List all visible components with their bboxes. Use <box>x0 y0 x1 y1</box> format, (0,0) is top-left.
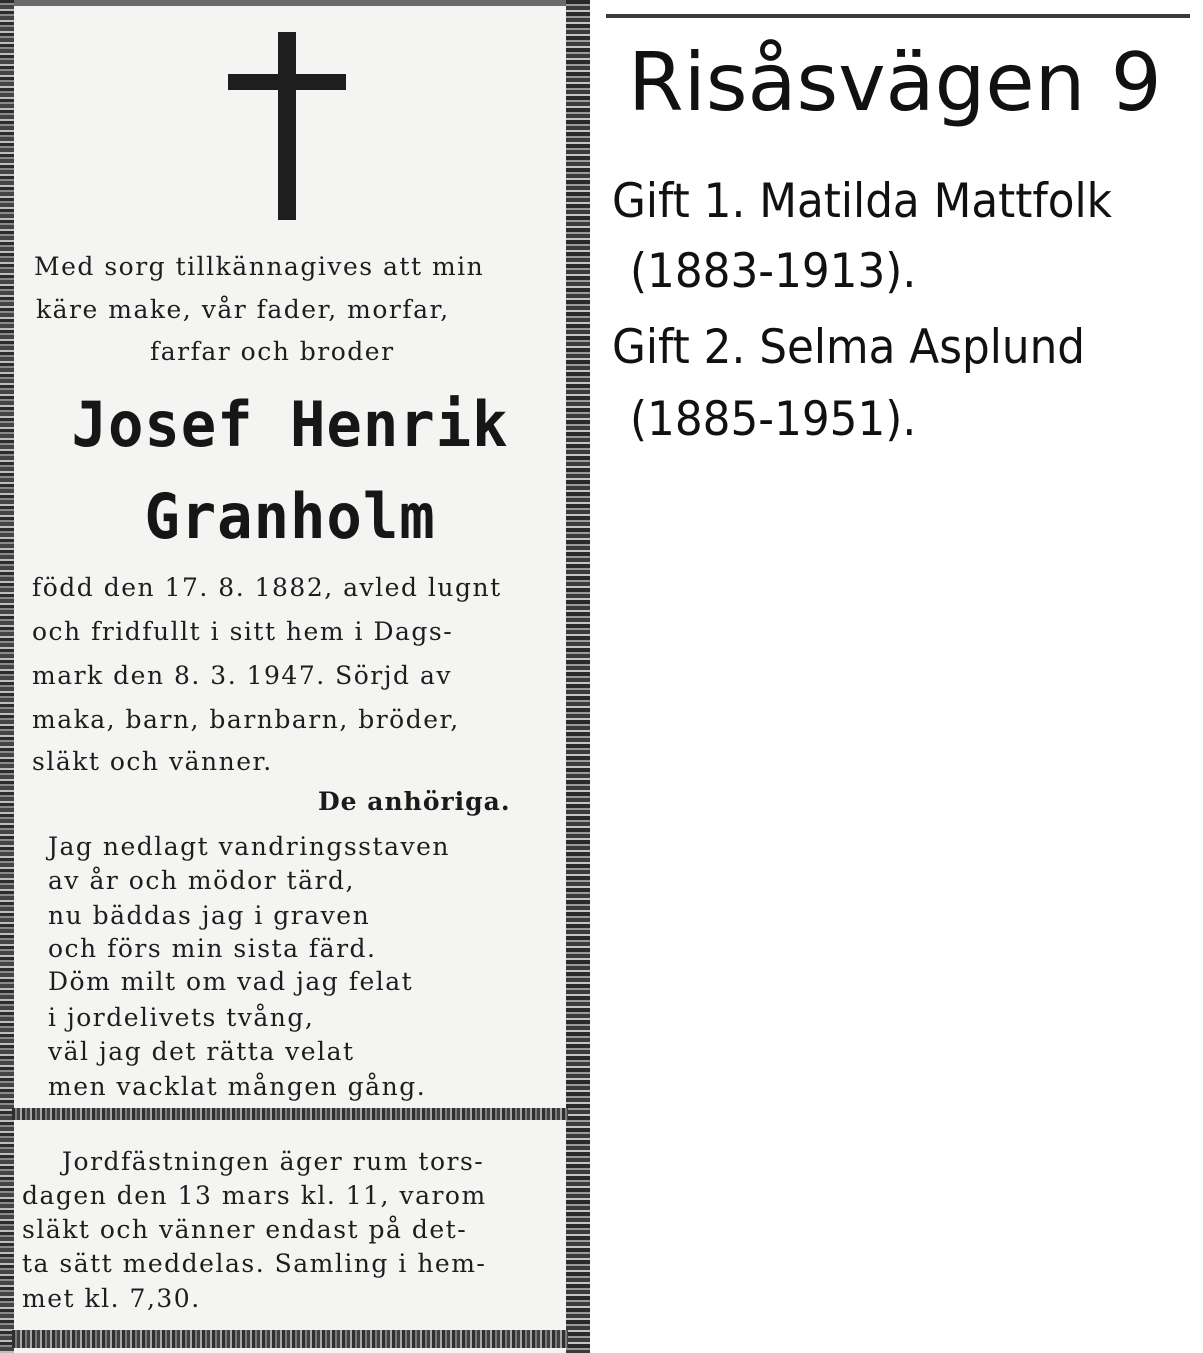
poem-line: men vacklat mången gång. <box>48 1072 427 1101</box>
body-line: och fridfullt i sitt hem i Dags- <box>32 617 454 646</box>
body-line: mark den 8. 3. 1947. Sörjd av <box>32 661 452 690</box>
clipping-right-edge <box>566 0 590 1353</box>
poem-line: och förs min sista färd. <box>48 934 377 963</box>
clipping-left-edge <box>0 0 14 1353</box>
cross-icon <box>228 74 346 90</box>
deceased-first-names: Josef Henrik <box>71 388 509 461</box>
cross-icon-vertical <box>278 32 296 220</box>
body-line: född den 17. 8. 1882, avled lugnt <box>32 573 502 602</box>
deceased-surname: Granholm <box>144 480 436 553</box>
funeral-line: met kl. 7,30. <box>22 1284 201 1313</box>
intro-line: farfar och broder <box>150 337 395 366</box>
poem-line: Jag nedlagt vandringsstaven <box>48 832 450 861</box>
intro-line: käre make, vår fader, morfar, <box>36 295 450 324</box>
signature: De anhöriga. <box>318 787 511 816</box>
poem-line: Döm milt om vad jag felat <box>48 967 414 996</box>
funeral-line: ta sätt meddelas. Samling i hem- <box>22 1249 487 1278</box>
marriage-2-line: Gift 2. Selma Asplund <box>612 320 1086 375</box>
address-title: Risåsvägen 9 <box>628 36 1162 129</box>
intro-line: Med sorg tillkännagives att min <box>34 252 485 281</box>
funeral-line: Jordfästningen äger rum tors- <box>62 1147 485 1176</box>
marriage-1-years: (1883-1913). <box>630 244 917 299</box>
clipping-bottom-border <box>12 1330 568 1348</box>
newspaper-clipping <box>0 0 590 1353</box>
funeral-line: dagen den 13 mars kl. 11, varom <box>22 1181 487 1210</box>
poem-line: väl jag det rätta velat <box>48 1037 355 1066</box>
header-rule <box>606 14 1190 18</box>
body-line: släkt och vänner. <box>32 747 273 776</box>
poem-line: nu bäddas jag i graven <box>48 901 371 930</box>
clipping-divider <box>12 1108 568 1120</box>
poem-line: i jordelivets tvång, <box>48 1003 315 1032</box>
body-line: maka, barn, barnbarn, bröder, <box>32 705 460 734</box>
marriage-1-line: Gift 1. Matilda Mattfolk <box>612 174 1112 229</box>
funeral-line: släkt och vänner endast på det- <box>22 1215 468 1244</box>
clipping-top-edge <box>0 0 590 6</box>
poem-line: av år och mödor tärd, <box>48 866 355 895</box>
marriage-2-years: (1885-1951). <box>630 392 917 447</box>
